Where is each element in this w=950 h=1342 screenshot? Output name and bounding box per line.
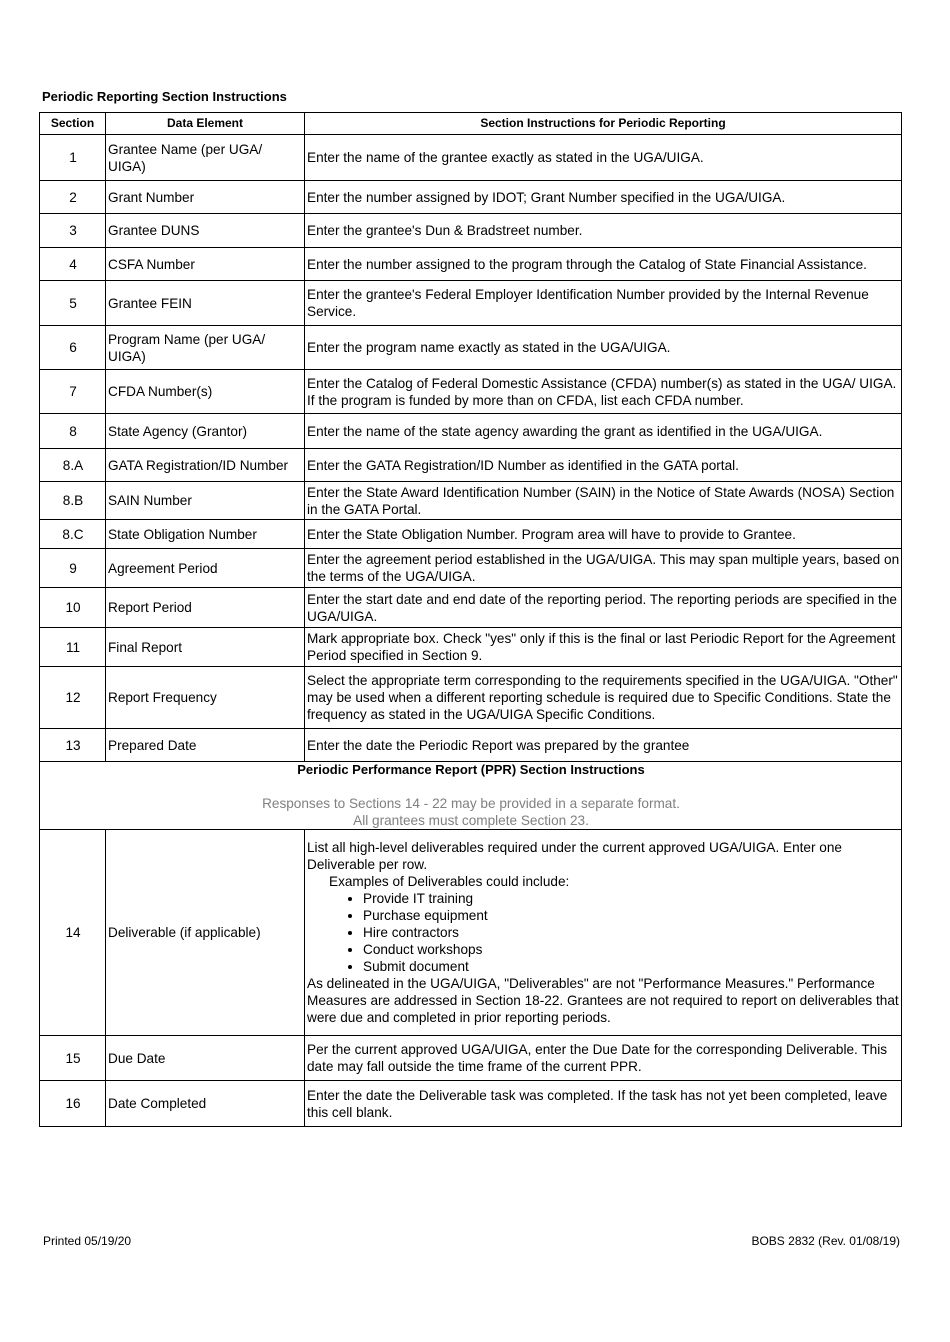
- section-number: 2: [40, 181, 106, 214]
- list-item: • Provide IT training: [363, 890, 900, 907]
- data-element: Grantee Name (per UGA/ UIGA): [106, 135, 305, 181]
- section-number: 8: [40, 414, 106, 449]
- data-element: Grantee DUNS: [106, 214, 305, 248]
- section-number: 7: [40, 370, 106, 414]
- page-title: Periodic Reporting Section Instructions: [42, 89, 287, 104]
- data-element: Due Date: [106, 1036, 305, 1081]
- data-element: Grant Number: [106, 181, 305, 214]
- section-number: 8.A: [40, 449, 106, 482]
- instruction: Enter the State Obligation Number. Program area will have to provide to Grantee.: [305, 520, 902, 549]
- header-section: Section: [40, 113, 106, 135]
- instruction: Enter the grantee's Federal Employer Identification Number provided by the Internal Revenue Service.: [305, 281, 902, 326]
- table-row: [40, 588, 902, 628]
- table-row: [40, 628, 902, 667]
- table-row: [40, 1081, 902, 1127]
- section-number: 3: [40, 214, 106, 248]
- table-row: [40, 181, 902, 214]
- section-number: 16: [40, 1081, 106, 1127]
- data-element: CSFA Number: [106, 248, 305, 281]
- instruction: Enter the date the Periodic Report was prepared by the grantee: [305, 729, 902, 762]
- data-element: Grantee FEIN: [106, 281, 305, 326]
- data-element: State Agency (Grantor): [106, 414, 305, 449]
- printed-date: Printed 05/19/20: [43, 1234, 132, 1248]
- data-element: Agreement Period: [106, 549, 305, 588]
- ppr-banner: [40, 762, 902, 830]
- table-row: [40, 1036, 902, 1081]
- ppr-note-line-2: All grantees must complete Section 23.: [353, 813, 589, 828]
- section-number: 15: [40, 1036, 106, 1081]
- table-row: [40, 549, 902, 588]
- table-row: [40, 482, 902, 520]
- section-number: 13: [40, 729, 106, 762]
- instruction: Enter the Catalog of Federal Domestic Assistance (CFDA) number(s) as stated in the UGA/ UIGA. If the program is funded by more than on CFDA, list each CFDA number.: [305, 370, 902, 414]
- table-row: [40, 214, 902, 248]
- instruction: Per the current approved UGA/UIGA, enter the Due Date for the corresponding Deliverable. This date may fall outside the time frame of the current PPR.: [305, 1036, 902, 1081]
- instruction: Enter the agreement period established in the UGA/UIGA. This may span multiple years, based on the terms of the UGA/UIGA.: [305, 549, 902, 588]
- data-element: Deliverable (if applicable): [106, 830, 305, 1036]
- examples-label: Examples of Deliverables could include:: [329, 874, 570, 889]
- header-instructions: Section Instructions for Periodic Reporting: [305, 113, 902, 135]
- data-element: Report Period: [106, 588, 305, 628]
- section-number: 8.B: [40, 482, 106, 520]
- ppr-note: [42, 795, 900, 829]
- table-row: [40, 248, 902, 281]
- data-element: Prepared Date: [106, 729, 305, 762]
- form-number: BOBS 2832 (Rev. 01/08/19): [751, 1234, 900, 1248]
- deliverable-outro: As delineated in the UGA/UIGA, "Deliverables" are not "Performance Measures." Performance Measures are addressed in Section 18-22. Grantees are not required to report on deliverables that were due and completed in prior reporting periods.: [307, 976, 899, 1025]
- data-element: GATA Registration/ID Number: [106, 449, 305, 482]
- examples-list: [307, 890, 900, 975]
- section-number: 9: [40, 549, 106, 588]
- instruction: Enter the date the Deliverable task was completed. If the task has not yet been completed, leave this cell blank.: [305, 1081, 902, 1127]
- instruction: Enter the name of the state agency awarding the grant as identified in the UGA/UIGA.: [305, 414, 902, 449]
- section-number: 5: [40, 281, 106, 326]
- instruction: Enter the number assigned by IDOT; Grant Number specified in the UGA/UIGA.: [305, 181, 902, 214]
- table-row: [40, 326, 902, 370]
- data-element: SAIN Number: [106, 482, 305, 520]
- data-element: Report Frequency: [106, 667, 305, 729]
- ppr-note-line-1: Responses to Sections 14 - 22 may be provided in a separate format.: [262, 796, 680, 811]
- table-row: [40, 370, 902, 414]
- ppr-banner-row: [40, 762, 902, 830]
- section-number: 12: [40, 667, 106, 729]
- instruction: Enter the grantee's Dun & Bradstreet number.: [305, 214, 902, 248]
- table-row: [40, 414, 902, 449]
- ppr-title: Periodic Performance Report (PPR) Section Instructions: [297, 762, 645, 777]
- data-element: Final Report: [106, 628, 305, 667]
- table-row: [40, 729, 902, 762]
- list-item: • Submit document: [363, 958, 900, 975]
- table-row: [40, 830, 902, 1036]
- instruction: Mark appropriate box. Check "yes" only if this is the final or last Periodic Report for the Agreement Period specified in Section 9.: [305, 628, 902, 667]
- instruction: Enter the program name exactly as stated in the UGA/UIGA.: [305, 326, 902, 370]
- instruction: Enter the GATA Registration/ID Number as identified in the GATA portal.: [305, 449, 902, 482]
- section-number: 14: [40, 830, 106, 1036]
- data-element: CFDA Number(s): [106, 370, 305, 414]
- table-row: [40, 449, 902, 482]
- table-row: [40, 520, 902, 549]
- instruction: Enter the start date and end date of the reporting period. The reporting periods are specified in the UGA/UIGA.: [305, 588, 902, 628]
- data-element: Date Completed: [106, 1081, 305, 1127]
- instructions-table: [39, 112, 902, 1127]
- section-number: 10: [40, 588, 106, 628]
- instruction: Select the appropriate term corresponding to the requirements specified in the UGA/UIGA. "Other" may be used when a different reporting schedule is required due to Specific Conditions. State the frequency as stated in the UGA/UIGA Specific Conditions.: [305, 667, 902, 729]
- table-header-row: [40, 113, 902, 135]
- section-number: 4: [40, 248, 106, 281]
- table-row: [40, 135, 902, 181]
- instruction: [305, 830, 902, 1036]
- section-number: 6: [40, 326, 106, 370]
- list-item: • Hire contractors: [363, 924, 900, 941]
- instruction: Enter the name of the grantee exactly as stated in the UGA/UIGA.: [305, 135, 902, 181]
- data-element: Program Name (per UGA/ UIGA): [106, 326, 305, 370]
- header-data-element: Data Element: [106, 113, 305, 135]
- section-number: 11: [40, 628, 106, 667]
- list-item: • Purchase equipment: [363, 907, 900, 924]
- section-number: 1: [40, 135, 106, 181]
- section-number: 8.C: [40, 520, 106, 549]
- data-element: State Obligation Number: [106, 520, 305, 549]
- instruction: Enter the State Award Identification Number (SAIN) in the Notice of State Awards (NOSA) Section in the GATA Portal.: [305, 482, 902, 520]
- instruction: Enter the number assigned to the program through the Catalog of State Financial Assistance.: [305, 248, 902, 281]
- deliverable-intro: List all high-level deliverables required under the current approved UGA/UIGA. Enter one Deliverable per row.: [307, 840, 842, 872]
- table-row: [40, 281, 902, 326]
- table-row: [40, 667, 902, 729]
- list-item: • Conduct workshops: [363, 941, 900, 958]
